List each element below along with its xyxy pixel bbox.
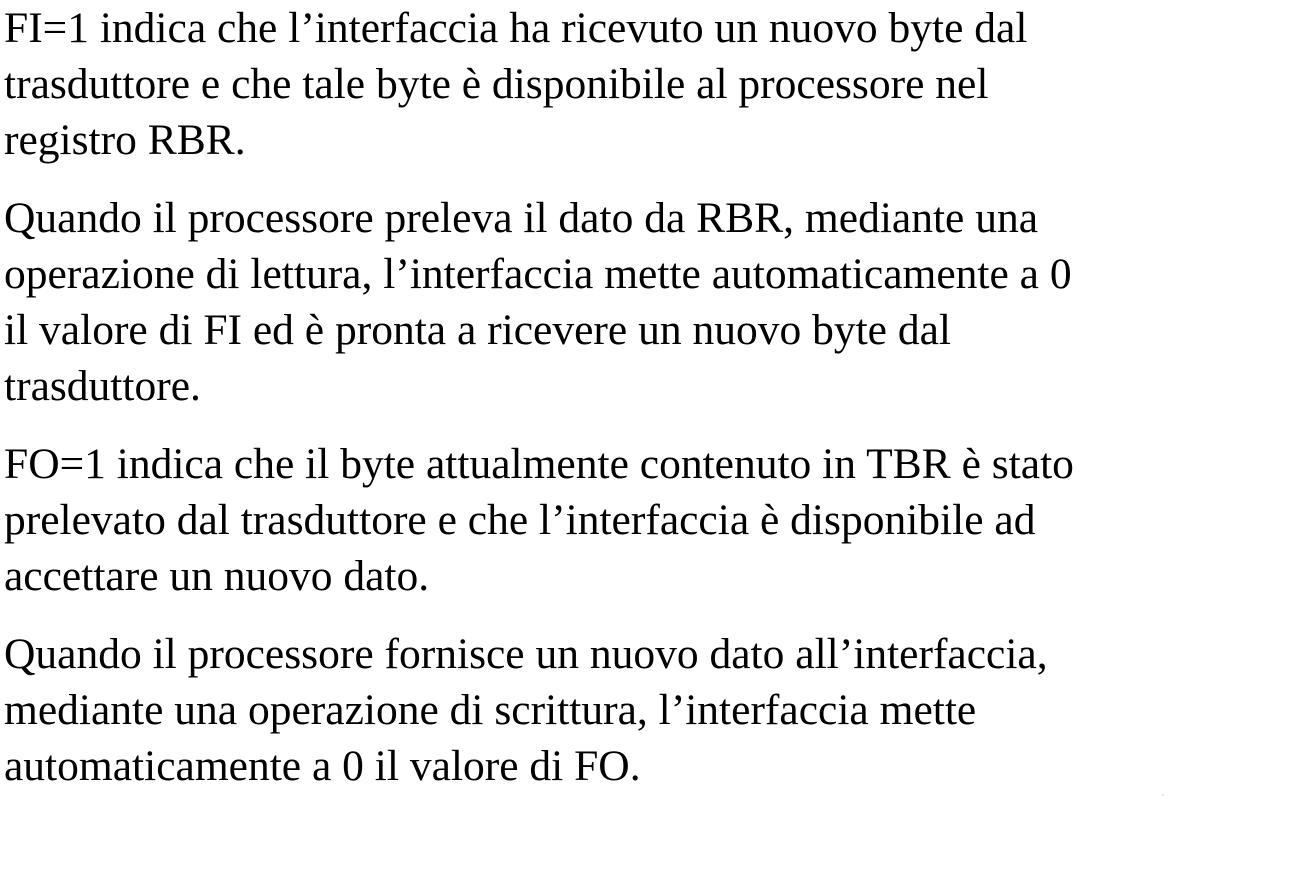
text-line: prelevato dal trasduttore e che l’interfaccia è disponibile ad bbox=[4, 496, 1036, 544]
text-line: trasduttore. bbox=[4, 362, 201, 410]
text-line: Quando il processore preleva il dato da RBR, mediante una bbox=[4, 194, 1039, 242]
paragraph-fo-flag bbox=[4, 436, 1284, 604]
text-line: mediante una operazione di scrittura, l’interfaccia mette bbox=[4, 686, 977, 734]
text-line: FO=1 indica che il byte attualmente contenuto in TBR è stato bbox=[4, 440, 1074, 488]
document-body bbox=[4, 0, 1284, 816]
text-line: trasduttore e che tale byte è disponibile al processore nel bbox=[4, 60, 989, 108]
paragraph-write-operation bbox=[4, 626, 1284, 794]
text-line: accettare un nuovo dato. bbox=[4, 552, 430, 600]
text-line: il valore di FI ed è pronta a ricevere un nuovo byte dal bbox=[4, 306, 951, 354]
text-line: FI=1 indica che l’interfaccia ha ricevuto un nuovo byte dal bbox=[4, 4, 1028, 52]
scan-speck bbox=[1162, 794, 1164, 796]
text-line: Quando il processore fornisce un nuovo dato all’interfaccia, bbox=[4, 630, 1048, 678]
text-line: registro RBR. bbox=[4, 116, 246, 164]
text-line: operazione di lettura, l’interfaccia mette automaticamente a 0 bbox=[4, 250, 1072, 298]
text-line: automaticamente a 0 il valore di FO. bbox=[4, 742, 641, 790]
paragraph-fi-flag bbox=[4, 0, 1284, 168]
paragraph-read-operation bbox=[4, 190, 1284, 414]
